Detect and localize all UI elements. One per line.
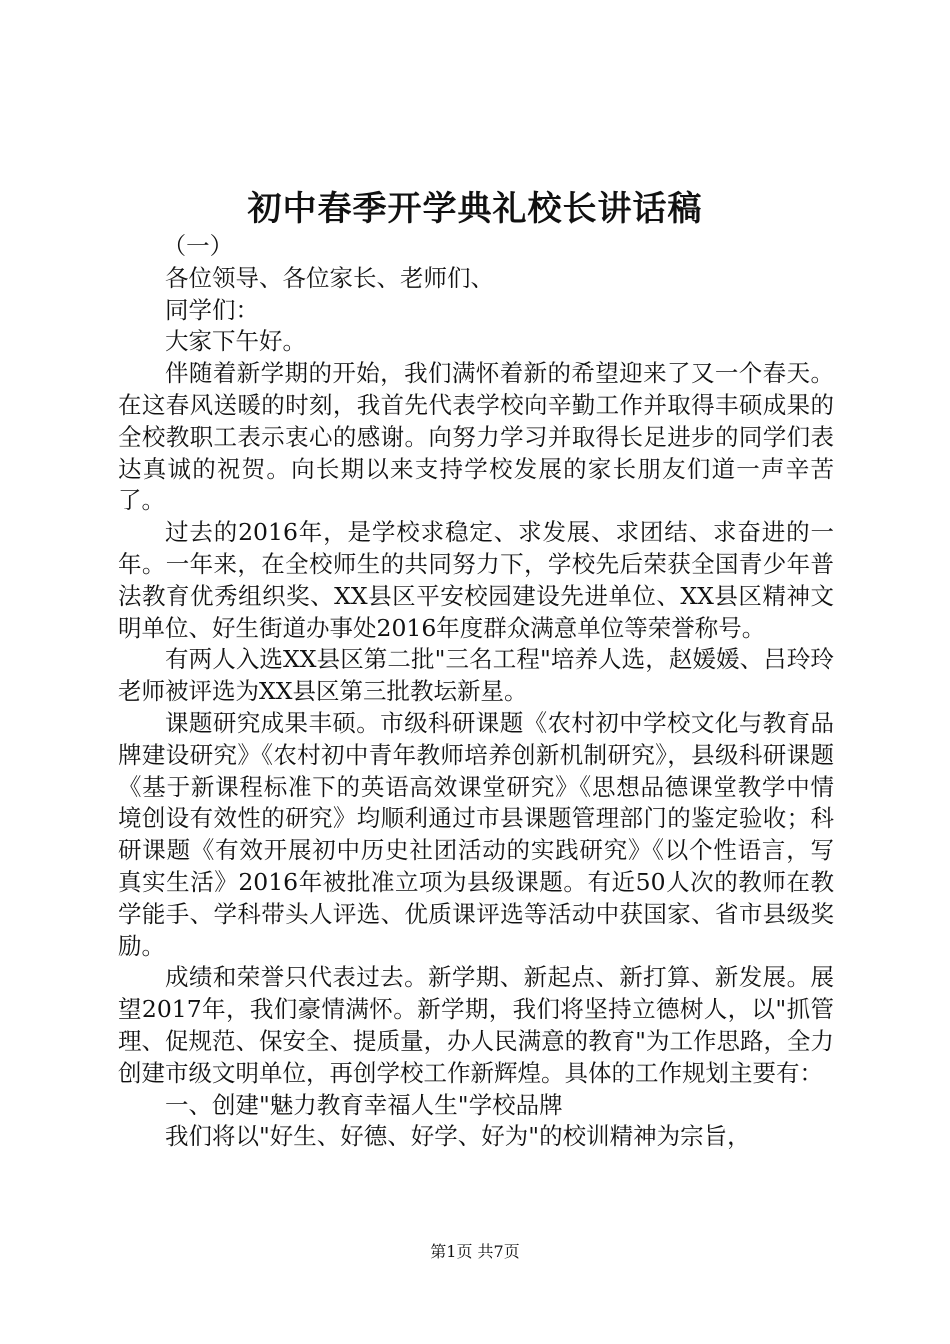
greeting: 大家下午好。 (165, 327, 306, 356)
paragraph-review-2016: 过去的2016年，是学校求稳定、求发展、求团结、求奋进的一年。一年来，在全校师生的共同努力下，学校先后荣获全国青少年普法教育优秀组织奖、XX县区平安校园建设先进单位、XX县区精神文明单位、好生街道办事处2016年度群众满意单位等荣誉称号。 (118, 518, 834, 642)
paragraph-research: 课题研究成果丰硕。市级科研课题《农村初中学校文化与教育品牌建设研究》《农村初中青年教师培养创新机制研究》，县级科研课题《基于新课程标准下的英语高效课堂研究》《思想品德课堂教学中情境创设有效性的研究》均顺利通过市县课题管理部门的鉴定验收；科研课题《有效开展初中历史社团活动的实践研究》《以个性语言，写真实生活》2016年被批准立项为县级课题。有近50人次的教师在教学能手、学科带头人评选、优质课评选等活动中获国家、省市县级奖励。 (118, 708, 834, 960)
paragraph-school-brand: 我们将以"好生、好德、好学、好为"的校训精神为宗旨， (165, 1122, 751, 1151)
salutation-line-2: 同学们： (165, 295, 259, 324)
document-body (118, 231, 834, 1153)
paragraph-outlook-2017: 成绩和荣誉只代表过去。新学期、新起点、新打算、新发展。展望2017年，我们豪情满怀。新学期，我们将坚持立德树人，以"抓管理、促规范、保安全、提质量，办人民满意的教育"为工作思路，全力创建市级文明单位，再创学校工作新辉煌。具体的工作规划主要有： (118, 963, 834, 1087)
section-number: （一） (162, 232, 234, 260)
document-title: 初中春季开学典礼校长讲话稿 (247, 189, 703, 229)
section-heading-1: 一、创建"魅力教育幸福人生"学校品牌 (165, 1090, 563, 1119)
paragraph-teacher-awards: 有两人入选XX县区第二批"三名工程"培养人选，赵媛媛、吕玲玲老师被评选为XX县区第三批教坛新星。 (118, 645, 834, 706)
salutation-line-1: 各位领导、各位家长、老师们、 (165, 263, 494, 292)
page-footer: 第1页 共7页 (430, 1242, 520, 1261)
paragraph-opening: 伴随着新学期的开始，我们满怀着新的希望迎来了又一个春天。在这春风送暖的时刻，我首先代表学校向辛勤工作并取得丰硕成果的全校教职工表示衷心的感谢。向努力学习并取得长足进步的同学们表达真诚的祝贺。向长期以来支持学校发展的家长朋友们道一声辛苦了。 (118, 359, 834, 515)
